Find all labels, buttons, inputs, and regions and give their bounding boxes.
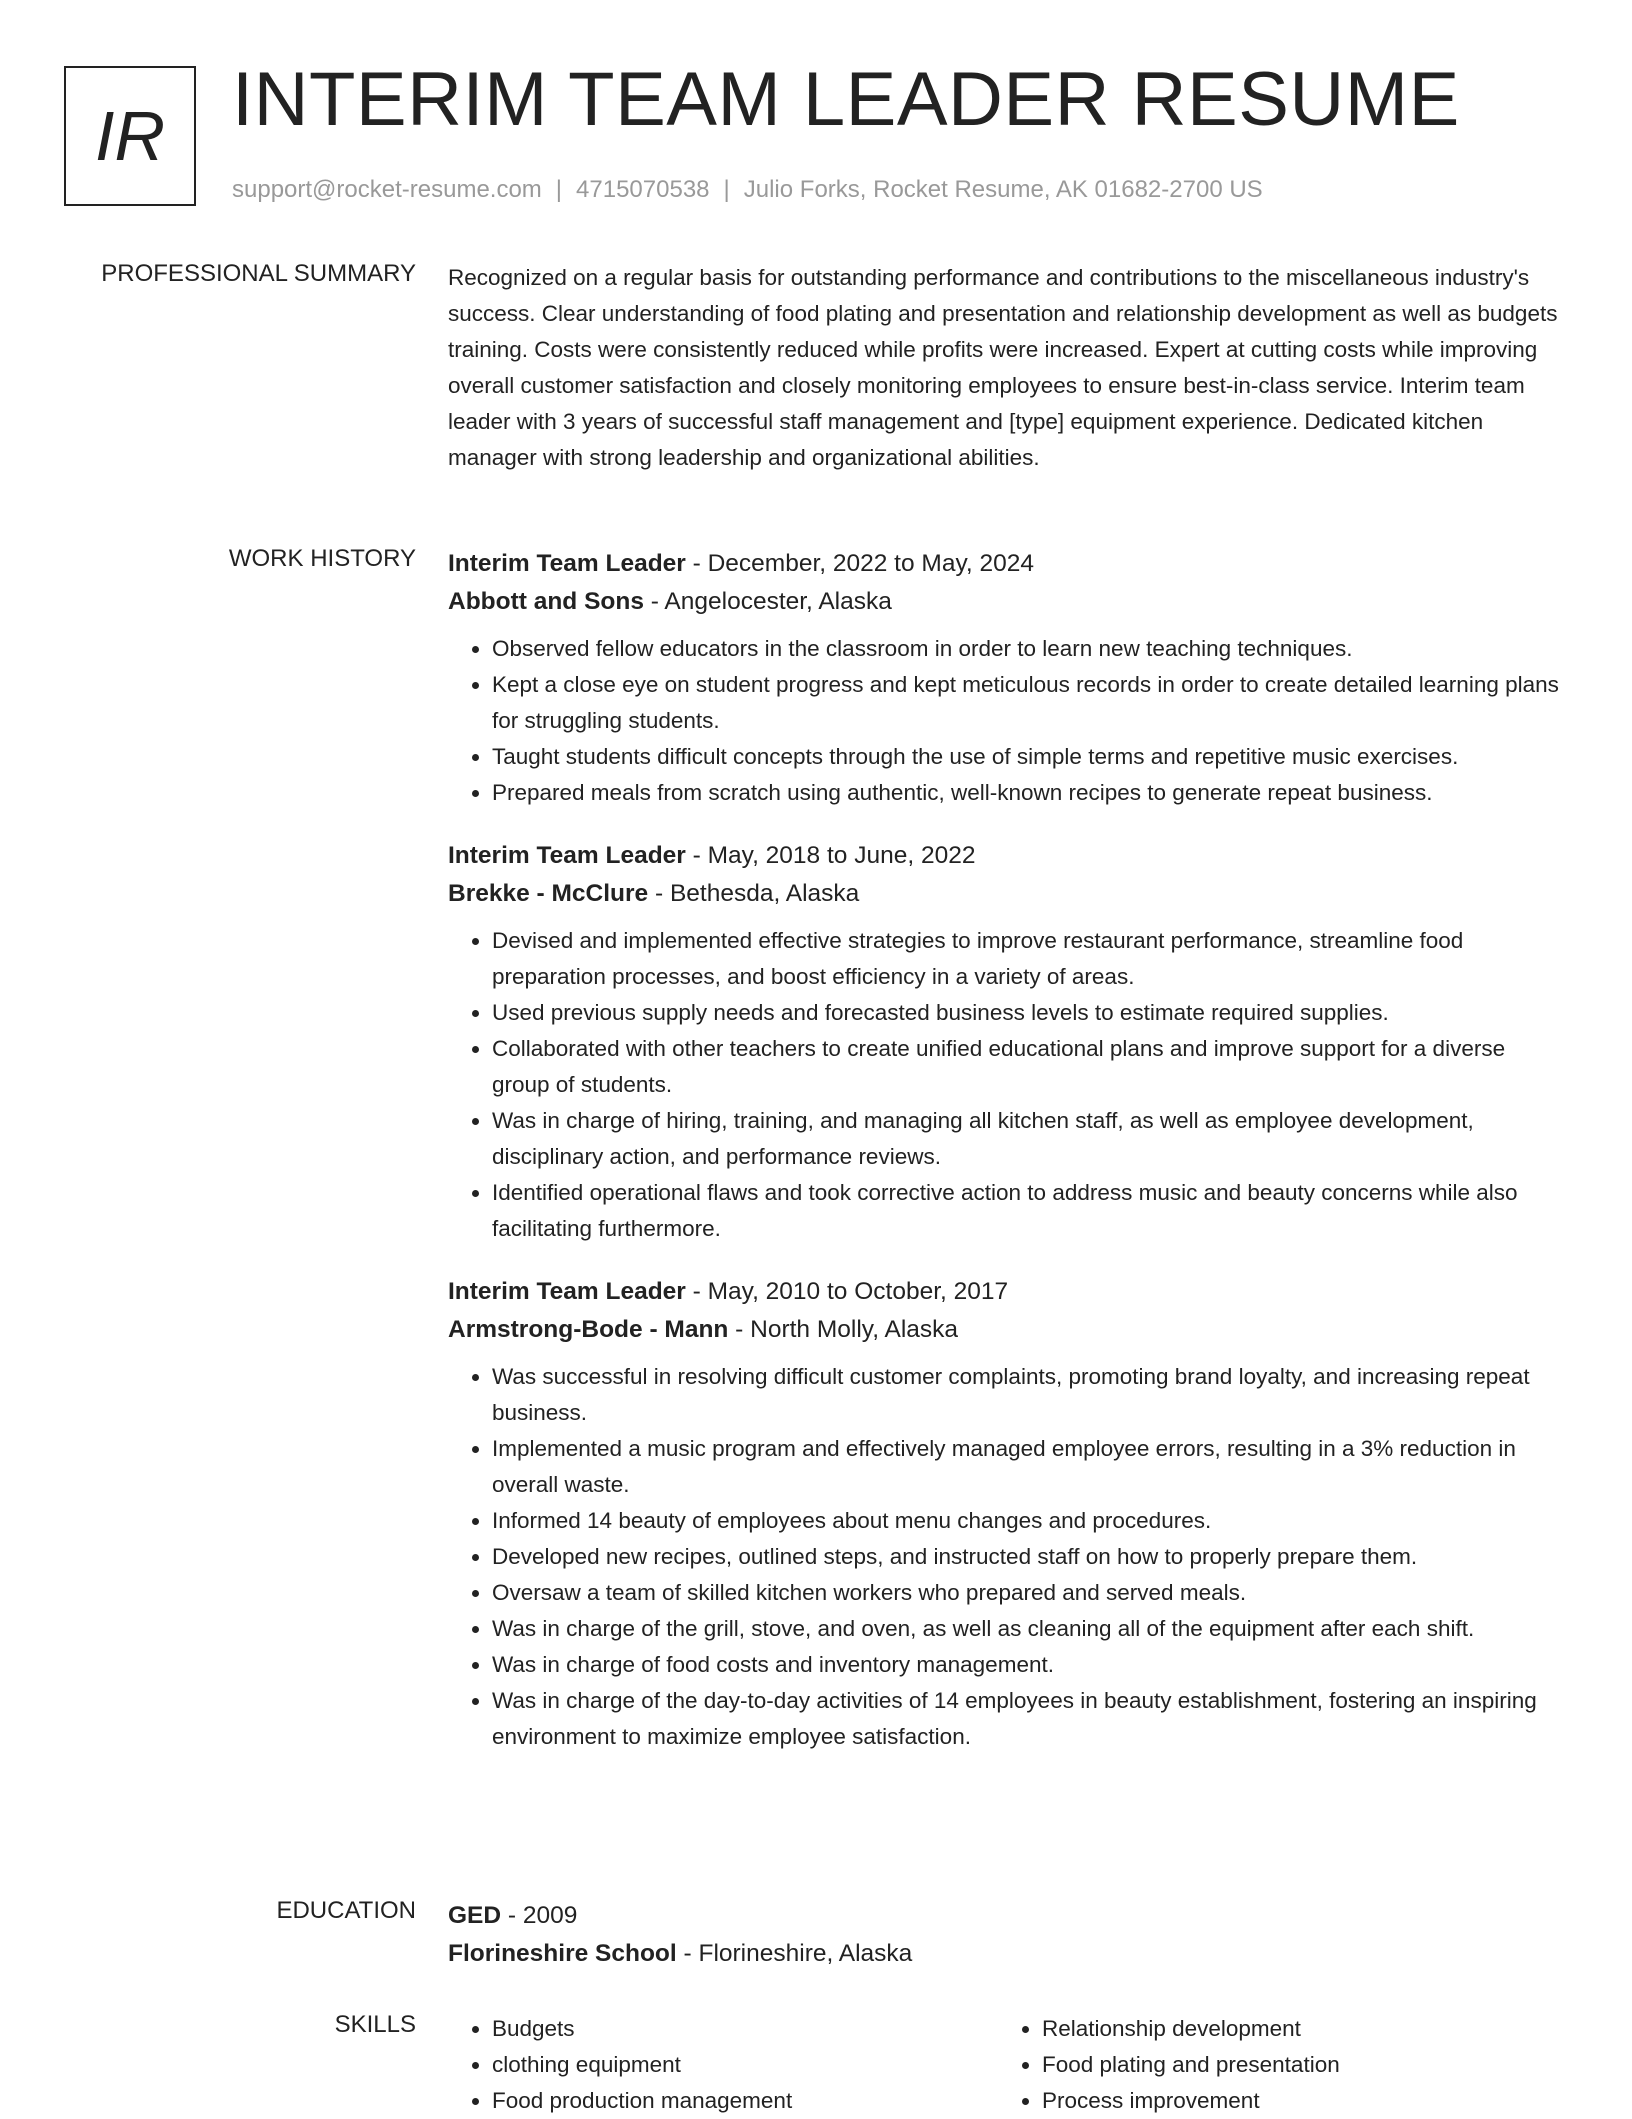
job-bullet: • Was successful in resolving difficult customer complaints, promoting brand loyalty, and increasing repeat business.	[492, 1359, 1560, 1431]
job-bullet: • Informed 14 beauty of employees about menu changes and procedures.	[492, 1503, 1560, 1539]
job-bullet: • Kept a close eye on student progress and kept meticulous records in order to create detailed learning plans for struggling students.	[492, 667, 1560, 739]
education-degree: GED	[448, 1902, 502, 1929]
job-location: - North Molly, Alaska	[728, 1316, 959, 1343]
job-bullet: • Implemented a music program and effectively managed employee errors, resulting in a 3% reduction in overall waste.	[492, 1431, 1560, 1503]
education-year: - 2009	[501, 1902, 578, 1929]
skill-item: • Relationship development	[1042, 2011, 1548, 2047]
job-bullet: • Identified operational flaws and took corrective action to address music and beauty concerns while also facilitating furthermore.	[492, 1175, 1560, 1247]
contact-phone[interactable]: 4715070538	[576, 176, 710, 203]
education-school: Florineshire School	[448, 1940, 677, 1967]
job-bullet: • Was in charge of food costs and inventory management.	[492, 1647, 1560, 1683]
skills-column-left	[448, 2011, 998, 2119]
job-bullet: • Observed fellow educators in the classroom in order to learn new teaching techniques.	[492, 631, 1560, 667]
contact-separator: |	[723, 176, 730, 203]
job-bullet: • Prepared meals from scratch using authentic, well-known recipes to generate repeat business.	[492, 775, 1560, 811]
resume-title: INTERIM TEAM LEADER RESUME	[232, 57, 1460, 142]
skills-grid	[448, 2011, 1560, 2119]
job-company: Armstrong-Bode - Mann	[448, 1316, 729, 1343]
skill-item: • Food plating and presentation	[1042, 2047, 1548, 2083]
job-company: Brekke - McClure	[448, 880, 649, 907]
job-entry	[448, 837, 1560, 1247]
contact-address: Julio Forks, Rocket Resume, AK 01682-2700 US	[743, 176, 1263, 203]
job-bullet: • Was in charge of the grill, stove, and oven, as well as cleaning all of the equipment after each shift.	[492, 1611, 1560, 1647]
job-dates: - May, 2018 to June, 2022	[685, 842, 976, 869]
job-bullet: • Taught students difficult concepts through the use of simple terms and repetitive music exercises.	[492, 739, 1560, 775]
monogram-logo: IR	[64, 66, 196, 206]
job-entry	[448, 545, 1560, 811]
job-bullet: • Used previous supply needs and forecasted business levels to estimate required supplies.	[492, 995, 1560, 1031]
work-history-heading: WORK HISTORY	[228, 545, 416, 572]
education-location: - Florineshire, Alaska	[676, 1940, 913, 1967]
summary-body	[448, 260, 1560, 476]
skills-list	[448, 2011, 998, 2119]
job-company-line	[448, 875, 1560, 913]
job-location: - Bethesda, Alaska	[648, 880, 860, 907]
education-school-line	[448, 1935, 1560, 1973]
job-dates: - May, 2010 to October, 2017	[685, 1278, 1009, 1305]
job-bullet: • Developed new recipes, outlined steps, and instructed staff on how to properly prepare them.	[492, 1539, 1560, 1575]
contact-line	[232, 176, 1263, 204]
job-title: Interim Team Leader	[448, 1278, 686, 1305]
education-body	[448, 1897, 1560, 1973]
skills-list	[998, 2011, 1548, 2119]
job-bullet: • Oversaw a team of skilled kitchen workers who prepared and served meals.	[492, 1575, 1560, 1611]
contact-email[interactable]: support@rocket-resume.com	[232, 176, 542, 203]
job-entry	[448, 1273, 1560, 1755]
job-bullet: • Was in charge of the day-to-day activities of 14 employees in beauty establishment, fostering an inspiring environment to maximize employee satisfaction.	[492, 1683, 1560, 1755]
job-company-line	[448, 1311, 1560, 1349]
skill-item: • clothing equipment	[492, 2047, 998, 2083]
job-bullets	[448, 1359, 1560, 1755]
job-title-line	[448, 545, 1560, 583]
job-bullets	[448, 631, 1560, 811]
job-title-line	[448, 837, 1560, 875]
job-title: Interim Team Leader	[448, 842, 686, 869]
job-company: Abbott and Sons	[448, 588, 644, 615]
summary-heading: PROFESSIONAL SUMMARY	[101, 260, 416, 287]
job-bullet: • Collaborated with other teachers to create unified educational plans and improve support for a diverse group of students.	[492, 1031, 1560, 1103]
skills-column-right	[998, 2011, 1548, 2119]
education-heading: EDUCATION	[276, 1897, 416, 1924]
skill-item: • Budgets	[492, 2011, 998, 2047]
summary-text: Recognized on a regular basis for outstanding performance and contributions to the miscellaneous industry's success. Clear understanding of food plating and presentation and relationship development as well as budgets training. Costs were consistently reduced while profits were increased. Expert at cutting costs while improving overall customer satisfaction and closely monitoring employees to ensure best-in-class service. Interim team leader with 3 years of successful staff management and [type] equipment experience. Dedicated kitchen manager with strong leadership and organizational abilities.	[448, 265, 1558, 470]
job-dates: - December, 2022 to May, 2024	[685, 550, 1035, 577]
job-bullets	[448, 923, 1560, 1247]
job-bullet: • Devised and implemented effective strategies to improve restaurant performance, streamline food preparation processes, and boost efficiency in a variety of areas.	[492, 923, 1560, 995]
contact-separator: |	[555, 176, 563, 203]
education-degree-line	[448, 1897, 1560, 1935]
skills-body	[448, 2011, 1560, 2119]
job-title: Interim Team Leader	[448, 550, 686, 577]
job-location: - Angelocester, Alaska	[643, 588, 892, 615]
job-company-line	[448, 583, 1560, 621]
skill-item: • Food production management	[492, 2083, 998, 2119]
work-history-body	[448, 545, 1560, 1755]
skills-heading: SKILLS	[334, 2011, 416, 2038]
skill-item: • Process improvement	[1042, 2083, 1548, 2119]
job-bullet: • Was in charge of hiring, training, and managing all kitchen staff, as well as employee development, disciplinary action, and performance reviews.	[492, 1103, 1560, 1175]
job-title-line	[448, 1273, 1560, 1311]
